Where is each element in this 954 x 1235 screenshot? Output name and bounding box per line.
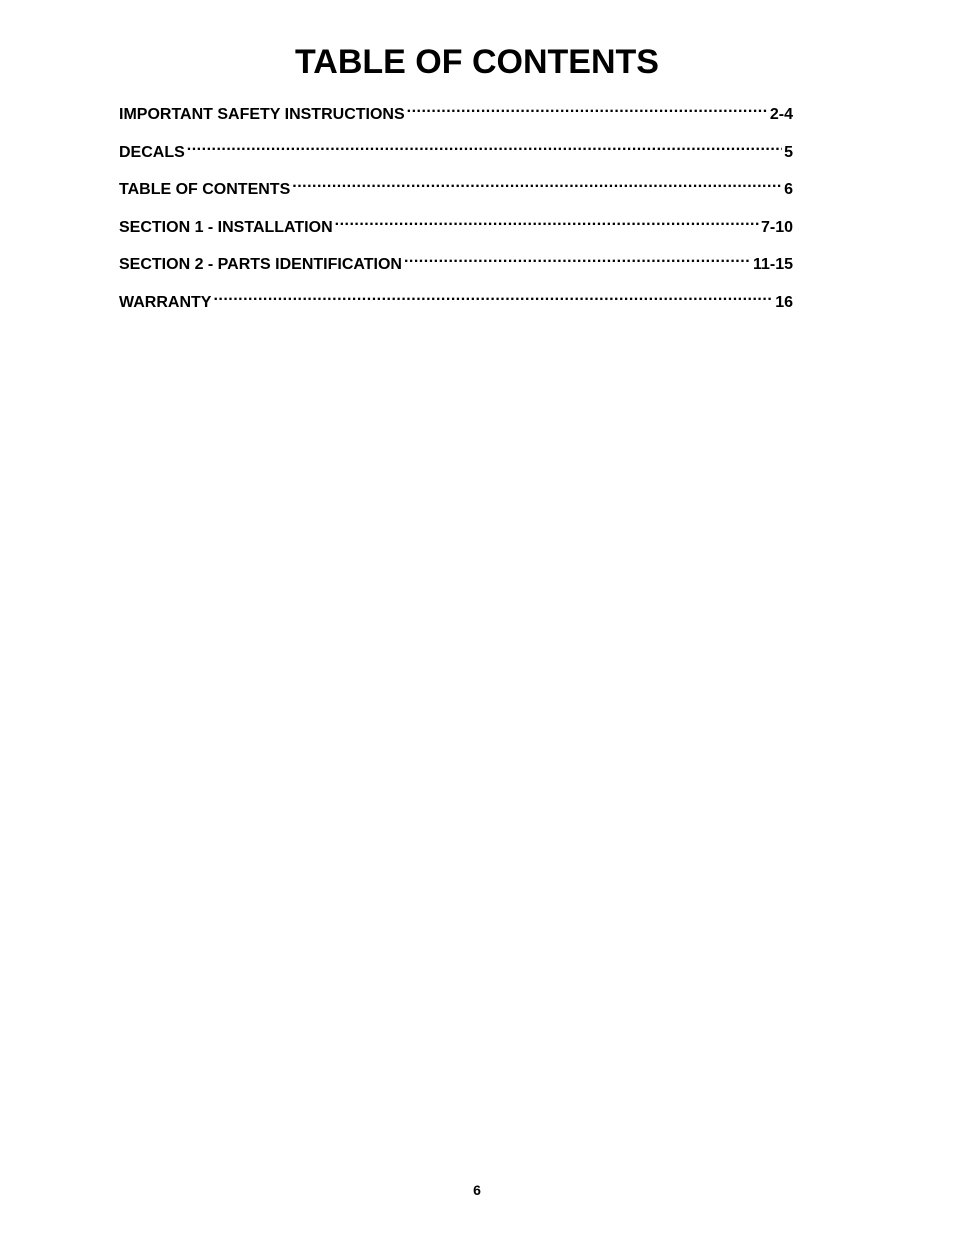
toc-entry-page: 11-15	[752, 256, 793, 274]
toc-entry-table-of-contents[interactable]	[119, 172, 793, 210]
toc-entry-title: TABLE OF CONTENTS	[119, 181, 291, 199]
dot-leader	[335, 210, 759, 232]
dot-leader	[407, 97, 768, 119]
toc-entry-title: IMPORTANT SAFETY INSTRUCTIONS	[119, 106, 405, 123]
toc-entry-page: 5	[784, 143, 793, 161]
table-of-contents	[119, 97, 793, 323]
toc-entry-title: DECALS	[119, 143, 185, 161]
toc-entry-title: SECTION 1 - INSTALLATION	[119, 218, 333, 236]
dot-leader	[404, 247, 751, 269]
toc-entry-title: WARRANTY	[119, 293, 212, 311]
toc-entry-installation[interactable]	[119, 210, 793, 248]
dot-leader	[213, 285, 773, 307]
toc-entry-page: 7-10	[760, 218, 793, 236]
dot-leader	[187, 135, 782, 157]
page-number: 6	[473, 1182, 481, 1198]
dot-leader	[292, 172, 782, 194]
toc-entry-page: 2-4	[769, 106, 793, 123]
toc-entry-parts-identification[interactable]	[119, 247, 793, 285]
page-title: TABLE OF CONTENTS	[295, 43, 659, 81]
toc-entry-safety-instructions[interactable]	[119, 97, 793, 135]
toc-entry-title: SECTION 2 - PARTS IDENTIFICATION	[119, 256, 402, 274]
toc-entry-page: 16	[775, 293, 793, 311]
toc-entry-page: 6	[784, 181, 793, 199]
toc-entry-decals[interactable]	[119, 135, 793, 173]
toc-entry-warranty[interactable]	[119, 285, 793, 323]
